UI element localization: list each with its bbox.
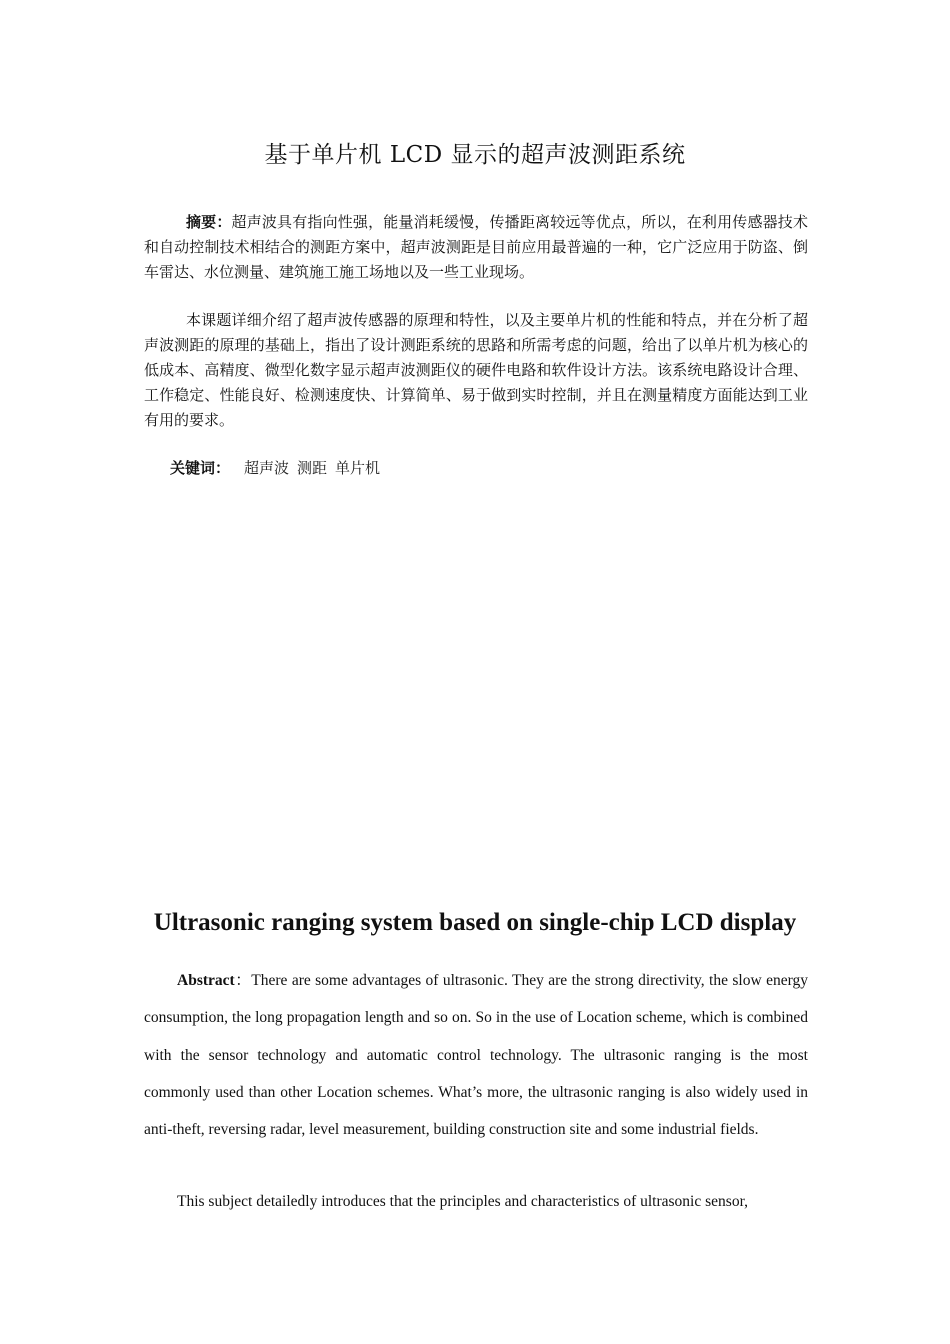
english-title: Ultrasonic ranging system based on single-chip LCD display: [153, 909, 797, 936]
chinese-abstract: [144, 210, 808, 285]
chinese-abstract-label: 摘要：: [186, 213, 232, 231]
english-abstract-separator: ：: [234, 972, 252, 989]
keyword: 超声波: [244, 459, 290, 477]
chinese-abstract-paragraph-2: 本课题详细介绍了超声波传感器的原理和特性，以及主要单片机的性能和特点，并在分析了超声波测距的原理的基础上，指出了设计测距系统的思路和所需考虑的问题，给出了以单片机为核心的低成本、高精度、微型化数字显示超声波测距仪的硬件电路和软件设计方法。该系统电路设计合理、工作稳定、性能良好、检测速度快、计算简单、易于做到实时控制，并且在测量精度方面能达到工业有用的要求。: [144, 311, 808, 429]
chinese-keywords: [170, 456, 388, 481]
english-abstract-paragraph-2: This subject detailedly introduces that the principles and characteristics of ultrasonic sensor,: [177, 1193, 748, 1210]
chinese-title: 基于单片机 LCD 显示的超声波测距系统: [264, 142, 686, 168]
english-abstract: [144, 962, 808, 1148]
english-abstract-label: Abstract: [177, 972, 235, 989]
keyword: 单片机: [335, 459, 381, 477]
keywords-list: [244, 459, 388, 477]
english-abstract-text: There are some advantages of ultrasonic. They are the strong directivity, the slow energy consumption, the long propagation length and so on. So in the use of Location scheme, which is combined with the sensor technology and automatic control technology. The ultrasonic ranging is the most commonly used than other Location schemes. What’s more, the ultrasonic ranging is also widely used in anti-theft, reversing radar, level measurement, building construction site and some industrial fields.: [144, 972, 808, 1139]
keyword: 测距: [297, 459, 328, 477]
chinese-abstract-text: 超声波具有指向性强，能量消耗缓慢，传播距离较远等优点，所以，在利用传感器技术和自动控制技术相结合的测距方案中，超声波测距是目前应用最普遍的一种，它广泛应用于防盗、倒车雷达、水位测量、建筑施工施工场地以及一些工业现场。: [144, 213, 808, 281]
keywords-label: 关键词：: [170, 459, 231, 477]
